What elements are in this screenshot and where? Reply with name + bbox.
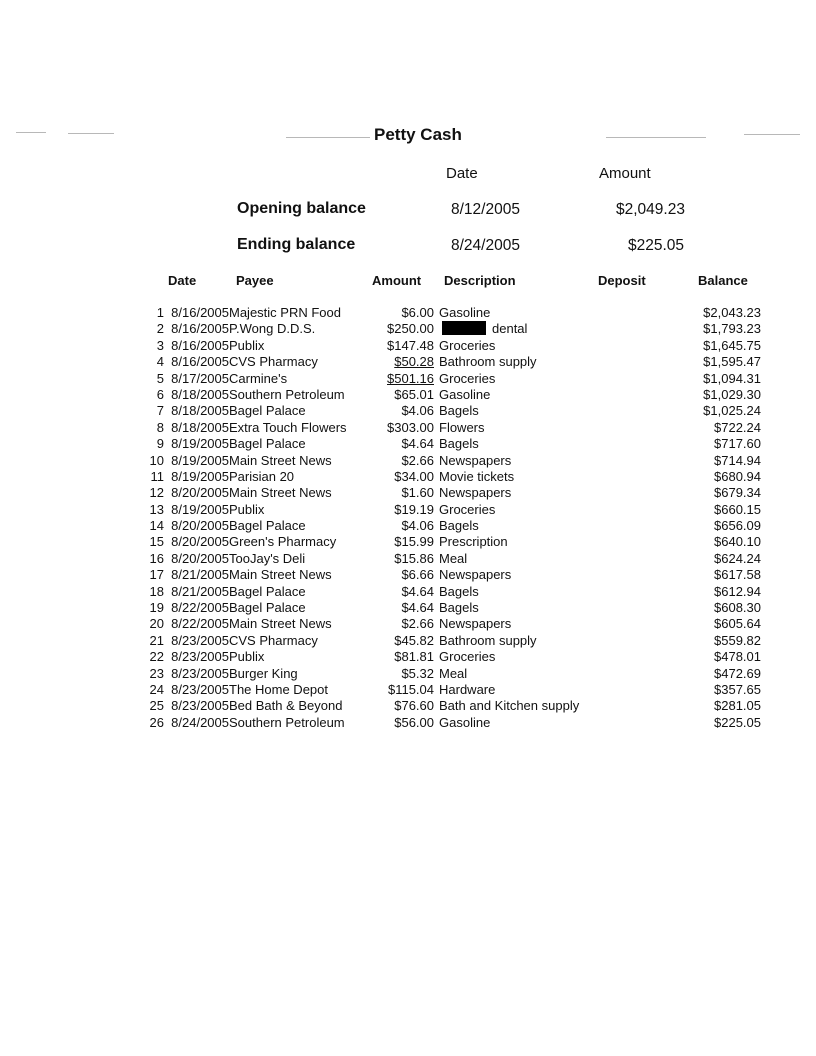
row-payee: TooJay's Deli [229,550,306,566]
row-number: 14 [149,518,164,534]
row-number: 22 [149,649,164,665]
row-date: 8/23/2005 [171,681,229,697]
row-number: 3 [156,337,164,353]
row-description [439,551,467,567]
table-row [0,666,816,682]
row-number: 20 [149,616,164,632]
table-row [0,420,816,436]
row-balance: $679.34 [714,485,761,501]
row-description [439,420,485,436]
row-amount: $5.32 [401,665,434,681]
row-date: 8/22/2005 [171,616,229,632]
row-description-text: Bathroom supply [439,354,537,370]
row-amount: $45.82 [394,632,434,648]
table-row [0,453,816,469]
scan-artifact [68,133,114,134]
row-date: 8/16/2005 [171,305,229,320]
row-description-text: Gasoline [439,305,491,320]
scan-artifact [606,137,706,138]
row-balance: $717.60 [714,436,761,452]
row-date: 8/23/2005 [171,665,229,681]
row-date: 8/18/2005 [171,403,229,419]
row-amount: $19.19 [394,501,434,517]
row-balance: $1,025.24 [703,403,761,419]
row-payee: Burger King [229,665,298,681]
table-row [0,682,816,698]
row-description-text: Movie tickets [439,468,515,484]
redaction-block [442,321,486,335]
row-payee: Main Street News [229,485,332,501]
row-description [439,518,479,534]
row-payee: CVS Pharmacy [229,354,318,370]
row-description-text: Bagels [439,600,479,616]
row-amount: $65.01 [394,386,434,402]
row-description-text: Groceries [439,649,496,665]
row-date: 8/16/2005 [171,354,229,370]
row-payee: Parisian 20 [229,468,295,484]
table-row [0,698,816,714]
row-number: 9 [156,436,164,452]
row-payee: Bagel Palace [229,583,306,599]
table-row [0,567,816,583]
summary-amount-header: Amount [599,165,651,182]
row-payee: Bagel Palace [229,600,306,616]
row-balance: $2,043.23 [703,305,761,320]
row-date: 8/21/2005 [171,583,229,599]
row-amount: $2.66 [401,616,434,632]
table-row [0,387,816,403]
row-amount: $4.06 [401,518,434,534]
row-description [439,485,511,501]
row-amount: $50.28 [394,354,434,370]
row-balance: $608.30 [714,600,761,616]
row-number: 12 [149,485,164,501]
row-description [439,600,479,616]
row-description [439,469,514,485]
column-header-date: Date [168,273,197,288]
row-payee: Southern Petroleum [229,714,345,730]
row-date: 8/16/2005 [171,321,229,337]
row-balance: $617.58 [714,567,761,583]
row-number: 18 [149,583,164,599]
row-balance: $722.24 [714,419,761,435]
row-payee: Main Street News [229,616,332,632]
row-description-text: Groceries [439,370,496,386]
row-payee: Bagel Palace [229,403,306,419]
row-payee: Majestic PRN Food [229,305,341,320]
row-description-text: Groceries [439,501,496,517]
row-amount: $147.48 [387,337,434,353]
summary-date-header: Date [446,165,478,182]
table-row [0,633,816,649]
row-amount: $4.64 [401,583,434,599]
row-balance: $472.69 [714,665,761,681]
row-description-text: Newspapers [439,452,512,468]
row-description [439,338,495,354]
row-number: 7 [156,403,164,419]
table-row [0,338,816,354]
row-balance: $656.09 [714,518,761,534]
row-balance: $478.01 [714,649,761,665]
row-description-text: Bagels [439,583,479,599]
row-number: 10 [149,452,164,468]
row-payee: Publix [229,649,265,665]
row-amount: $2.66 [401,452,434,468]
table-row [0,649,816,665]
row-number: 15 [149,534,164,550]
ending-balance-date: 8/24/2005 [451,237,520,254]
row-description-text: Bagels [439,403,479,419]
row-payee: Publix [229,337,265,353]
row-date: 8/19/2005 [171,501,229,517]
row-number: 26 [149,714,164,730]
row-balance: $624.24 [714,550,761,566]
row-balance: $660.15 [714,501,761,517]
table-row [0,600,816,616]
row-number: 17 [149,567,164,583]
page-title: Petty Cash [374,125,462,144]
row-description [439,371,495,387]
row-number: 4 [156,354,164,370]
row-amount: $4.64 [401,436,434,452]
row-number: 6 [156,386,164,402]
scan-artifact [286,137,370,138]
row-description-text: Newspapers [439,616,512,632]
row-date: 8/17/2005 [171,370,229,386]
row-description-text: Gasoline [439,714,491,730]
row-description-text: Bagels [439,518,479,534]
row-amount: $81.81 [394,649,434,665]
row-payee: Main Street News [229,567,332,583]
row-description [439,453,511,469]
row-description [439,321,527,337]
opening-balance-label: Opening balance [237,200,366,217]
row-description [439,567,511,583]
table-row [0,502,816,518]
row-description [439,403,479,419]
opening-balance-amount: $2,049.23 [616,201,685,218]
row-number: 11 [150,468,164,484]
row-description [439,633,537,649]
row-description-text: Meal [439,550,468,566]
row-payee: The Home Depot [229,681,328,697]
row-balance: $680.94 [714,468,761,484]
column-header-balance: Balance [698,273,748,288]
row-number: 21 [149,632,164,648]
row-number: 2 [156,321,164,337]
row-amount: $4.06 [401,403,434,419]
row-description-text: Hardware [439,681,496,697]
row-date: 8/23/2005 [171,649,229,665]
row-amount: $56.00 [394,714,434,730]
row-description [439,649,495,665]
row-number: 13 [149,501,164,517]
row-number: 23 [149,665,164,681]
column-header-deposit: Deposit [598,273,646,288]
row-number: 25 [149,698,164,714]
row-description [439,682,495,698]
row-description [439,502,495,518]
row-date: 8/24/2005 [171,714,229,730]
row-amount: $6.00 [401,305,434,320]
row-payee: Southern Petroleum [229,386,345,402]
row-payee: Carmine's [229,370,288,386]
row-date: 8/19/2005 [171,436,229,452]
ending-balance-label: Ending balance [237,236,356,253]
row-date: 8/20/2005 [171,534,229,550]
row-description [439,436,479,452]
row-date: 8/18/2005 [171,419,229,435]
row-date: 8/16/2005 [171,337,229,353]
row-description-text: Flowers [439,419,485,435]
row-amount: $6.66 [401,567,434,583]
row-amount: $303.00 [387,419,434,435]
row-amount: $15.99 [394,534,434,550]
row-payee: CVS Pharmacy [229,632,318,648]
row-amount: $34.00 [394,468,434,484]
row-balance: $714.94 [714,452,761,468]
row-description [439,354,537,370]
row-amount: $15.86 [394,550,434,566]
row-amount: $250.00 [387,321,434,337]
row-number: 24 [149,681,164,697]
row-description [439,534,508,550]
row-description-text: Newspapers [439,567,512,583]
row-balance: $1,029.30 [703,386,761,402]
row-balance: $1,793.23 [703,321,761,337]
row-amount: $1.60 [401,485,434,501]
row-date: 8/18/2005 [171,386,229,402]
row-payee: Bagel Palace [229,518,306,534]
row-description-text: Bagels [439,436,479,452]
row-balance: $612.94 [714,583,761,599]
row-balance: $640.10 [714,534,761,550]
table-row [0,321,816,337]
row-description-text: Meal [439,665,468,681]
row-balance: $281.05 [714,698,761,714]
ending-balance-amount: $225.05 [628,237,685,254]
table-row [0,715,816,731]
row-date: 8/20/2005 [171,518,229,534]
table-row [0,436,816,452]
row-payee: Main Street News [229,452,332,468]
row-balance: $1,595.47 [703,354,761,370]
row-amount: $115.04 [387,681,434,697]
table-row [0,469,816,485]
table-row [0,485,816,501]
row-description-text: Bath and Kitchen supply [439,698,580,714]
row-date: 8/20/2005 [171,550,229,566]
row-description-text: Bathroom supply [439,632,537,648]
row-amount: $76.60 [394,698,434,714]
row-amount: $501.16 [387,370,434,386]
row-balance: $1,645.75 [703,337,761,353]
row-balance: $357.65 [714,681,761,697]
row-balance: $605.64 [714,616,761,632]
table-row [0,534,816,550]
scan-artifact [744,134,800,135]
row-balance: $225.05 [714,714,761,730]
row-number: 1 [156,305,164,320]
row-description-text: Groceries [439,337,496,353]
table-row [0,403,816,419]
row-date: 8/23/2005 [171,632,229,648]
row-payee: Bagel Palace [229,436,306,452]
table-row [0,371,816,387]
row-description [439,698,579,714]
row-date: 8/23/2005 [171,698,229,714]
row-payee: Bed Bath & Beyond [229,698,343,714]
row-number: 5 [156,370,164,386]
row-amount: $4.64 [401,600,434,616]
row-date: 8/21/2005 [171,567,229,583]
row-balance: $559.82 [714,632,761,648]
row-description-text: Newspapers [439,485,512,501]
column-header-description: Description [444,273,516,288]
row-payee: Extra Touch Flowers [229,419,347,435]
row-description-text: Gasoline [439,386,491,402]
table-row [0,616,816,632]
row-date: 8/19/2005 [171,468,229,484]
row-number: 19 [149,600,164,616]
row-description [439,715,490,731]
row-payee: Publix [229,501,265,517]
row-balance: $1,094.31 [703,370,761,386]
row-date: 8/20/2005 [171,485,229,501]
table-row [0,518,816,534]
column-header-payee: Payee [236,273,274,288]
row-payee: P.Wong D.D.S. [229,321,316,337]
row-date: 8/19/2005 [171,452,229,468]
table-row [0,354,816,370]
row-number: 8 [156,419,164,435]
row-description-text: dental [492,321,528,337]
row-description [439,584,479,600]
row-description [439,666,467,682]
row-description [439,305,490,321]
row-description [439,616,511,632]
table-row [0,551,816,567]
row-description-text: Prescription [439,534,508,550]
table-row [0,584,816,600]
table-row [0,305,816,321]
row-date: 8/22/2005 [171,600,229,616]
row-payee: Green's Pharmacy [229,534,337,550]
opening-balance-date: 8/12/2005 [451,201,520,218]
row-description [439,387,490,403]
scan-artifact [16,132,46,133]
column-header-amount: Amount [372,273,422,288]
row-number: 16 [149,550,164,566]
transaction-table [0,305,816,731]
